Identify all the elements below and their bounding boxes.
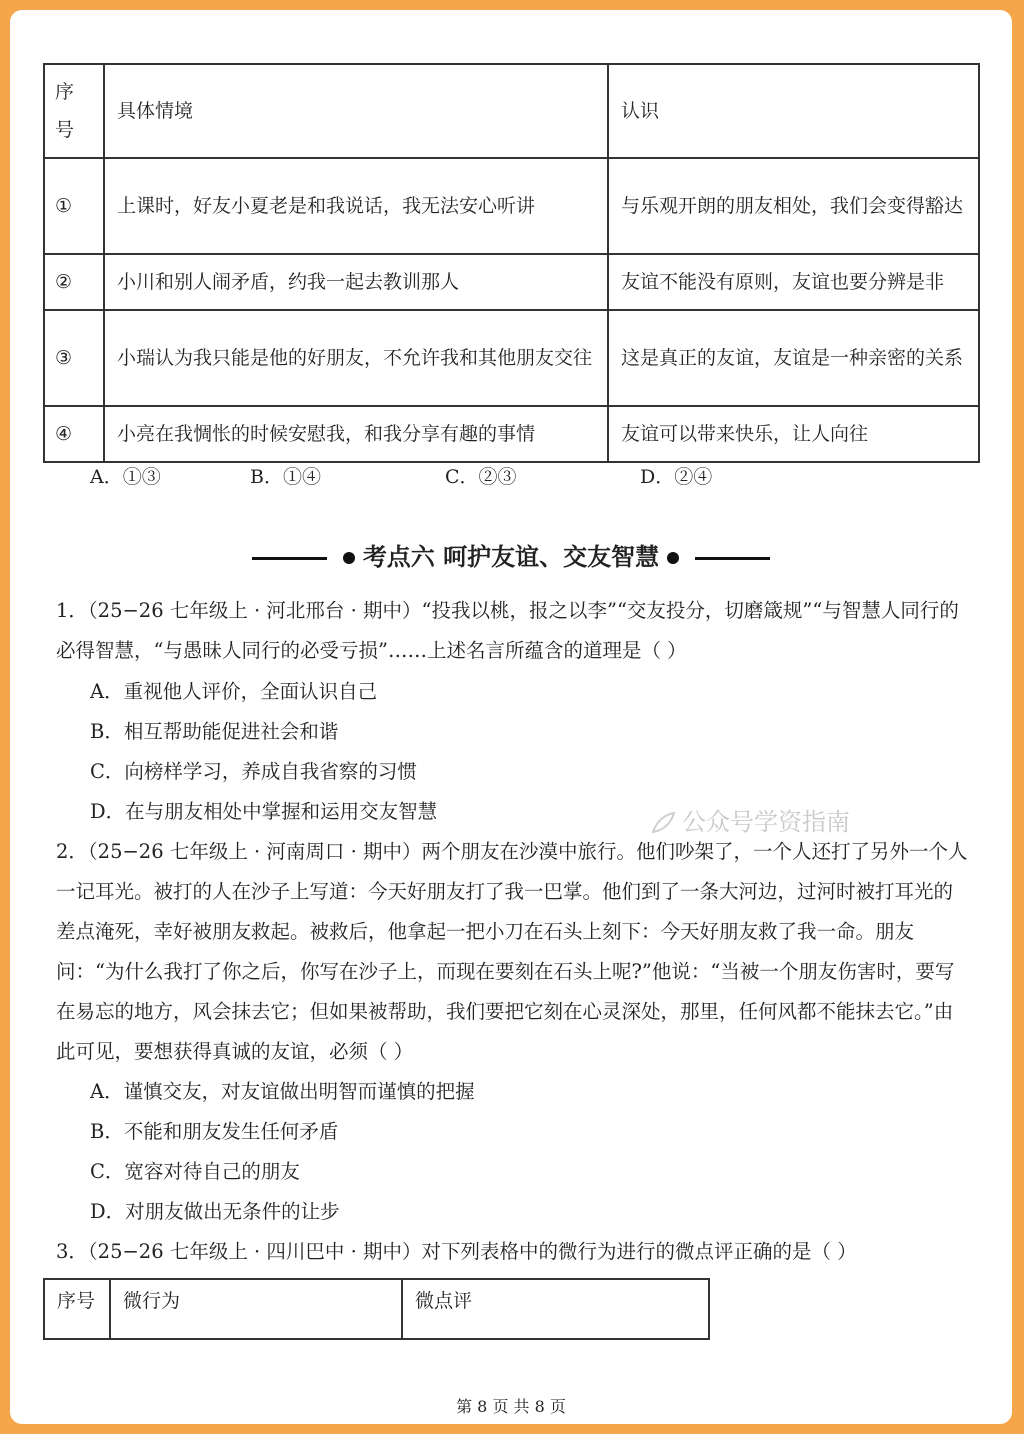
heading-left-dot xyxy=(343,552,355,564)
table-row xyxy=(44,158,979,254)
heading-left-rule xyxy=(252,557,327,560)
page-footer: 第 8 页 共 8 页 xyxy=(456,1397,566,1416)
row-situation: 上课时，好友小夏老是和我说话，我无法安心听讲 xyxy=(104,158,608,254)
document-page xyxy=(10,10,1012,1424)
row-index: ③ xyxy=(44,310,104,406)
row-situation: 小瑞认为我只能是他的好朋友，不允许我和其他朋友交往 xyxy=(104,310,608,406)
row-view: 与乐观开朗的朋友相处，我们会变得豁达 xyxy=(608,158,979,254)
option-d: D．②④ xyxy=(640,466,713,488)
question-3-stem: 3．（25−26 七年级上 · 四川巴中 · 期中）对下列表格中的微行为进行的微点评正确的是（ ） xyxy=(56,1240,857,1263)
heading-right-rule xyxy=(695,557,770,560)
section-heading xyxy=(10,537,1012,572)
q1-option-b: B．相互帮助能促进社会和谐 xyxy=(90,720,339,743)
row-view: 这是真正的友谊，友谊是一种亲密的关系 xyxy=(608,310,979,406)
behavior-table xyxy=(43,1278,710,1340)
q2-option-a: A．谨慎交友，对友谊做出明智而谨慎的把握 xyxy=(90,1080,475,1103)
option-a: A．①③ xyxy=(90,466,161,488)
header-comment: 微点评 xyxy=(402,1279,709,1339)
q1-option-d: D．在与朋友相处中掌握和运用交友智慧 xyxy=(90,800,438,823)
header-index: 序号 xyxy=(44,1279,110,1339)
header-view: 认识 xyxy=(608,64,979,158)
table-header-row xyxy=(44,64,979,158)
table-header-row xyxy=(44,1279,709,1339)
question-1-stem: 1．（25−26 七年级上 · 河北邢台 · 期中）“投我以桃，报之以李”“交友投分，切磨箴规”“与智慧人同行的必得智慧，“与愚昧人同行的必受亏损”……上述名言所蕴含的道理是（ ） xyxy=(56,599,959,662)
option-c: C．②③ xyxy=(445,466,517,488)
section-title-text: 考点六 呵护友谊、交友智慧 xyxy=(362,543,660,571)
row-index: ② xyxy=(44,254,104,310)
row-view: 友谊可以带来快乐，让人向往 xyxy=(608,406,979,462)
row-index: ① xyxy=(44,158,104,254)
header-index: 序 号 xyxy=(44,64,104,158)
row-situation: 小川和别人闹矛盾，约我一起去教训那人 xyxy=(104,254,608,310)
q1-option-a: A．重视他人评价，全面认识自己 xyxy=(90,680,378,703)
row-view: 友谊不能没有原则，友谊也要分辨是非 xyxy=(608,254,979,310)
header-situation: 具体情境 xyxy=(104,64,608,158)
q2-option-d: D．对朋友做出无条件的让步 xyxy=(90,1200,340,1223)
watermark-text: 公众号学资指南 xyxy=(682,808,850,836)
situation-table xyxy=(43,63,980,463)
option-b: B．①④ xyxy=(250,466,321,488)
q2-option-c: C．宽容对待自己的朋友 xyxy=(90,1160,300,1183)
q2-option-b: B．不能和朋友发生任何矛盾 xyxy=(90,1120,339,1143)
header-behavior: 微行为 xyxy=(110,1279,402,1339)
question-2-stem: 2．（25−26 七年级上 · 河南周口 · 期中）两个朋友在沙漠中旅行。他们吵架了，一个人还打了另外一个人一记耳光。被打的人在沙子上写道：今天好朋友打了我一巴掌。他们到了一条大河边，过河时被打耳光的差点淹死，幸好被朋友救起。被救后，他拿起一把小刀在石头上刻下：今天好朋友救了我一命。朋友问：“为什么我打了你之后，你写在沙子上，而现在要刻在石头上呢?”他说：“当被一个朋友伤害时，要写在易忘的地方，风会抹去它；但如果被帮助，我们要把它刻在心灵深处，那里，任何风都不能抹去它。”由此可见，要想获得真诚的友谊，必须（ ） xyxy=(56,840,968,1063)
q1-option-c: C．向榜样学习，养成自我省察的习惯 xyxy=(90,760,417,783)
heading-right-dot xyxy=(667,552,679,564)
table-row xyxy=(44,254,979,310)
row-index: ④ xyxy=(44,406,104,462)
table-row xyxy=(44,406,979,462)
table-row xyxy=(44,310,979,406)
row-situation: 小亮在我惆怅的时候安慰我，和我分享有趣的事情 xyxy=(104,406,608,462)
